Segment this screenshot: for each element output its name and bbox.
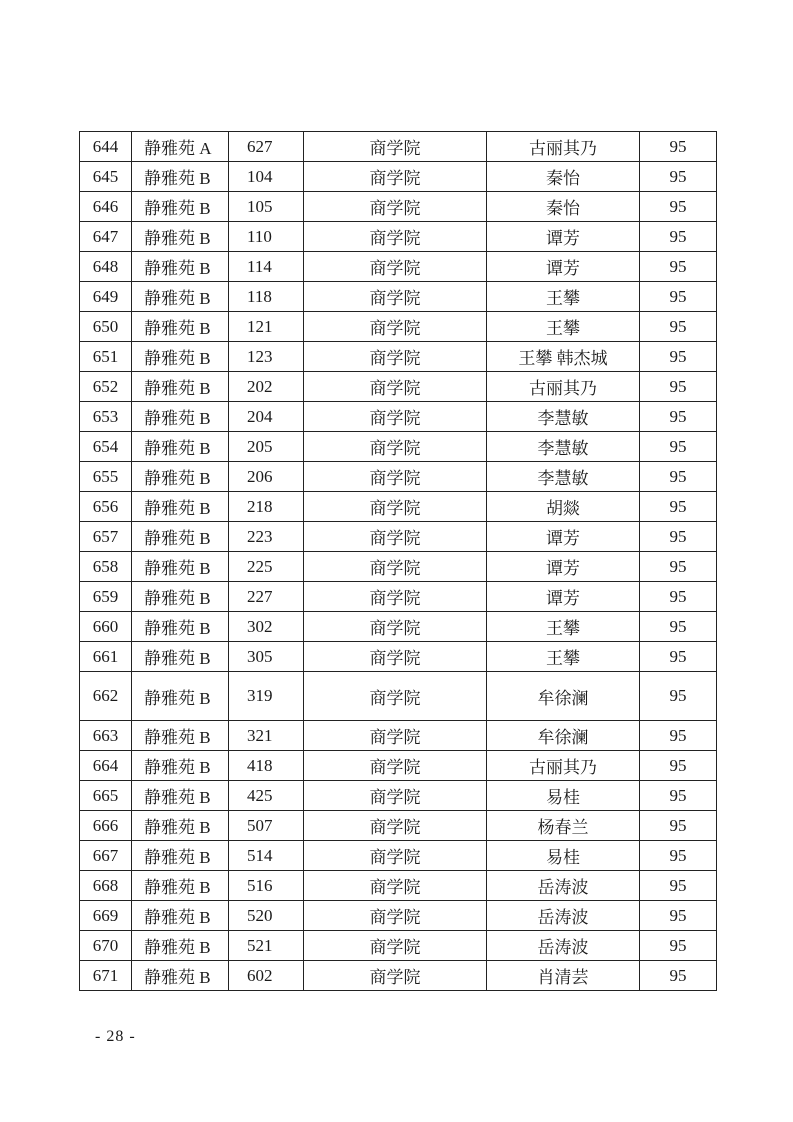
row-number-cell: 655 <box>80 462 132 492</box>
responsible-person-cell: 秦怡 <box>487 162 640 192</box>
table-row <box>80 192 717 222</box>
college-cell: 商学院 <box>304 372 487 402</box>
score-cell: 95 <box>640 162 717 192</box>
room-number-cell: 627 <box>229 132 304 162</box>
college-cell: 商学院 <box>304 901 487 931</box>
room-number-cell: 123 <box>229 342 304 372</box>
score-cell: 95 <box>640 841 717 871</box>
table-body <box>80 132 717 991</box>
responsible-person-cell: 王攀 <box>487 282 640 312</box>
row-number-cell: 664 <box>80 751 132 781</box>
college-cell: 商学院 <box>304 582 487 612</box>
college-cell: 商学院 <box>304 252 487 282</box>
room-number-cell: 319 <box>229 672 304 721</box>
responsible-person-cell: 易桂 <box>487 781 640 811</box>
responsible-person-cell: 王攀 <box>487 642 640 672</box>
row-number-cell: 656 <box>80 492 132 522</box>
room-number-cell: 104 <box>229 162 304 192</box>
room-number-cell: 121 <box>229 312 304 342</box>
row-number-cell: 649 <box>80 282 132 312</box>
score-cell: 95 <box>640 751 717 781</box>
building-cell: 静雅苑 A <box>132 132 229 162</box>
score-cell: 95 <box>640 402 717 432</box>
table-row <box>80 372 717 402</box>
responsible-person-cell: 岳涛波 <box>487 931 640 961</box>
table-row <box>80 312 717 342</box>
score-cell: 95 <box>640 522 717 552</box>
college-cell: 商学院 <box>304 282 487 312</box>
score-cell: 95 <box>640 672 717 721</box>
table-row <box>80 342 717 372</box>
table-row <box>80 162 717 192</box>
room-number-cell: 218 <box>229 492 304 522</box>
responsible-person-cell: 谭芳 <box>487 252 640 282</box>
room-number-cell: 105 <box>229 192 304 222</box>
row-number-cell: 661 <box>80 642 132 672</box>
table-row <box>80 282 717 312</box>
score-cell: 95 <box>640 781 717 811</box>
score-cell: 95 <box>640 642 717 672</box>
row-number-cell: 662 <box>80 672 132 721</box>
row-number-cell: 652 <box>80 372 132 402</box>
room-number-cell: 602 <box>229 961 304 991</box>
college-cell: 商学院 <box>304 811 487 841</box>
responsible-person-cell: 胡燚 <box>487 492 640 522</box>
row-number-cell: 658 <box>80 552 132 582</box>
building-cell: 静雅苑 B <box>132 642 229 672</box>
building-cell: 静雅苑 B <box>132 402 229 432</box>
room-number-cell: 514 <box>229 841 304 871</box>
college-cell: 商学院 <box>304 961 487 991</box>
college-cell: 商学院 <box>304 522 487 552</box>
score-cell: 95 <box>640 721 717 751</box>
responsible-person-cell: 杨春兰 <box>487 811 640 841</box>
college-cell: 商学院 <box>304 162 487 192</box>
responsible-person-cell: 古丽其乃 <box>487 132 640 162</box>
college-cell: 商学院 <box>304 402 487 432</box>
room-number-cell: 205 <box>229 432 304 462</box>
room-number-cell: 305 <box>229 642 304 672</box>
college-cell: 商学院 <box>304 462 487 492</box>
table-row <box>80 721 717 751</box>
table-row <box>80 222 717 252</box>
college-cell: 商学院 <box>304 642 487 672</box>
room-number-cell: 425 <box>229 781 304 811</box>
building-cell: 静雅苑 B <box>132 312 229 342</box>
room-number-cell: 206 <box>229 462 304 492</box>
responsible-person-cell: 牟徐澜 <box>487 721 640 751</box>
college-cell: 商学院 <box>304 672 487 721</box>
row-number-cell: 667 <box>80 841 132 871</box>
college-cell: 商学院 <box>304 342 487 372</box>
row-number-cell: 651 <box>80 342 132 372</box>
score-cell: 95 <box>640 582 717 612</box>
table-row <box>80 552 717 582</box>
building-cell: 静雅苑 B <box>132 222 229 252</box>
table-row <box>80 901 717 931</box>
table-row <box>80 462 717 492</box>
building-cell: 静雅苑 B <box>132 871 229 901</box>
college-cell: 商学院 <box>304 192 487 222</box>
responsible-person-cell: 易桂 <box>487 841 640 871</box>
building-cell: 静雅苑 B <box>132 552 229 582</box>
room-number-cell: 321 <box>229 721 304 751</box>
score-cell: 95 <box>640 192 717 222</box>
room-number-cell: 418 <box>229 751 304 781</box>
building-cell: 静雅苑 B <box>132 492 229 522</box>
college-cell: 商学院 <box>304 552 487 582</box>
score-cell: 95 <box>640 811 717 841</box>
college-cell: 商学院 <box>304 612 487 642</box>
score-cell: 95 <box>640 901 717 931</box>
building-cell: 静雅苑 B <box>132 721 229 751</box>
college-cell: 商学院 <box>304 931 487 961</box>
responsible-person-cell: 王攀 <box>487 612 640 642</box>
table-row <box>80 871 717 901</box>
row-number-cell: 671 <box>80 961 132 991</box>
table-row <box>80 781 717 811</box>
building-cell: 静雅苑 B <box>132 252 229 282</box>
row-number-cell: 646 <box>80 192 132 222</box>
building-cell: 静雅苑 B <box>132 612 229 642</box>
responsible-person-cell: 古丽其乃 <box>487 372 640 402</box>
responsible-person-cell: 谭芳 <box>487 522 640 552</box>
row-number-cell: 660 <box>80 612 132 642</box>
responsible-person-cell: 李慧敏 <box>487 432 640 462</box>
score-cell: 95 <box>640 492 717 522</box>
score-cell: 95 <box>640 372 717 402</box>
table-row <box>80 252 717 282</box>
building-cell: 静雅苑 B <box>132 582 229 612</box>
table-row <box>80 672 717 721</box>
room-number-cell: 520 <box>229 901 304 931</box>
college-cell: 商学院 <box>304 132 487 162</box>
building-cell: 静雅苑 B <box>132 282 229 312</box>
responsible-person-cell: 古丽其乃 <box>487 751 640 781</box>
responsible-person-cell: 王攀 <box>487 312 640 342</box>
room-number-cell: 118 <box>229 282 304 312</box>
score-cell: 95 <box>640 931 717 961</box>
dormitory-score-table <box>79 131 717 991</box>
room-number-cell: 516 <box>229 871 304 901</box>
table-row <box>80 841 717 871</box>
score-cell: 95 <box>640 282 717 312</box>
score-cell: 95 <box>640 961 717 991</box>
row-number-cell: 648 <box>80 252 132 282</box>
row-number-cell: 647 <box>80 222 132 252</box>
table-row <box>80 522 717 552</box>
room-number-cell: 507 <box>229 811 304 841</box>
score-cell: 95 <box>640 132 717 162</box>
table-row <box>80 751 717 781</box>
building-cell: 静雅苑 B <box>132 162 229 192</box>
college-cell: 商学院 <box>304 841 487 871</box>
responsible-person-cell: 谭芳 <box>487 582 640 612</box>
table-row <box>80 582 717 612</box>
responsible-person-cell: 秦怡 <box>487 192 640 222</box>
table-row <box>80 931 717 961</box>
college-cell: 商学院 <box>304 432 487 462</box>
score-cell: 95 <box>640 342 717 372</box>
table-row <box>80 492 717 522</box>
score-cell: 95 <box>640 432 717 462</box>
room-number-cell: 114 <box>229 252 304 282</box>
room-number-cell: 202 <box>229 372 304 402</box>
room-number-cell: 227 <box>229 582 304 612</box>
room-number-cell: 110 <box>229 222 304 252</box>
college-cell: 商学院 <box>304 492 487 522</box>
building-cell: 静雅苑 B <box>132 931 229 961</box>
row-number-cell: 668 <box>80 871 132 901</box>
score-cell: 95 <box>640 612 717 642</box>
row-number-cell: 644 <box>80 132 132 162</box>
row-number-cell: 669 <box>80 901 132 931</box>
building-cell: 静雅苑 B <box>132 961 229 991</box>
table-row <box>80 961 717 991</box>
room-number-cell: 223 <box>229 522 304 552</box>
college-cell: 商学院 <box>304 781 487 811</box>
building-cell: 静雅苑 B <box>132 781 229 811</box>
building-cell: 静雅苑 B <box>132 192 229 222</box>
responsible-person-cell: 谭芳 <box>487 222 640 252</box>
score-cell: 95 <box>640 462 717 492</box>
row-number-cell: 645 <box>80 162 132 192</box>
row-number-cell: 666 <box>80 811 132 841</box>
building-cell: 静雅苑 B <box>132 811 229 841</box>
building-cell: 静雅苑 B <box>132 522 229 552</box>
responsible-person-cell: 岳涛波 <box>487 901 640 931</box>
table-row <box>80 402 717 432</box>
college-cell: 商学院 <box>304 312 487 342</box>
responsible-person-cell: 李慧敏 <box>487 462 640 492</box>
table-row <box>80 642 717 672</box>
table-row <box>80 612 717 642</box>
building-cell: 静雅苑 B <box>132 841 229 871</box>
row-number-cell: 663 <box>80 721 132 751</box>
building-cell: 静雅苑 B <box>132 372 229 402</box>
college-cell: 商学院 <box>304 721 487 751</box>
building-cell: 静雅苑 B <box>132 432 229 462</box>
room-number-cell: 302 <box>229 612 304 642</box>
score-cell: 95 <box>640 312 717 342</box>
score-cell: 95 <box>640 552 717 582</box>
row-number-cell: 665 <box>80 781 132 811</box>
room-number-cell: 225 <box>229 552 304 582</box>
score-cell: 95 <box>640 222 717 252</box>
room-number-cell: 204 <box>229 402 304 432</box>
building-cell: 静雅苑 B <box>132 751 229 781</box>
row-number-cell: 650 <box>80 312 132 342</box>
responsible-person-cell: 王攀 韩杰城 <box>487 342 640 372</box>
responsible-person-cell: 肖清芸 <box>487 961 640 991</box>
building-cell: 静雅苑 B <box>132 901 229 931</box>
row-number-cell: 653 <box>80 402 132 432</box>
responsible-person-cell: 谭芳 <box>487 552 640 582</box>
responsible-person-cell: 李慧敏 <box>487 402 640 432</box>
row-number-cell: 657 <box>80 522 132 552</box>
college-cell: 商学院 <box>304 751 487 781</box>
room-number-cell: 521 <box>229 931 304 961</box>
responsible-person-cell: 岳涛波 <box>487 871 640 901</box>
responsible-person-cell: 牟徐澜 <box>487 672 640 721</box>
row-number-cell: 670 <box>80 931 132 961</box>
score-cell: 95 <box>640 252 717 282</box>
table-row <box>80 432 717 462</box>
page-number: - 28 - <box>95 1028 136 1045</box>
building-cell: 静雅苑 B <box>132 462 229 492</box>
table-row <box>80 132 717 162</box>
score-cell: 95 <box>640 871 717 901</box>
building-cell: 静雅苑 B <box>132 672 229 721</box>
row-number-cell: 654 <box>80 432 132 462</box>
table-row <box>80 811 717 841</box>
college-cell: 商学院 <box>304 871 487 901</box>
building-cell: 静雅苑 B <box>132 342 229 372</box>
row-number-cell: 659 <box>80 582 132 612</box>
college-cell: 商学院 <box>304 222 487 252</box>
